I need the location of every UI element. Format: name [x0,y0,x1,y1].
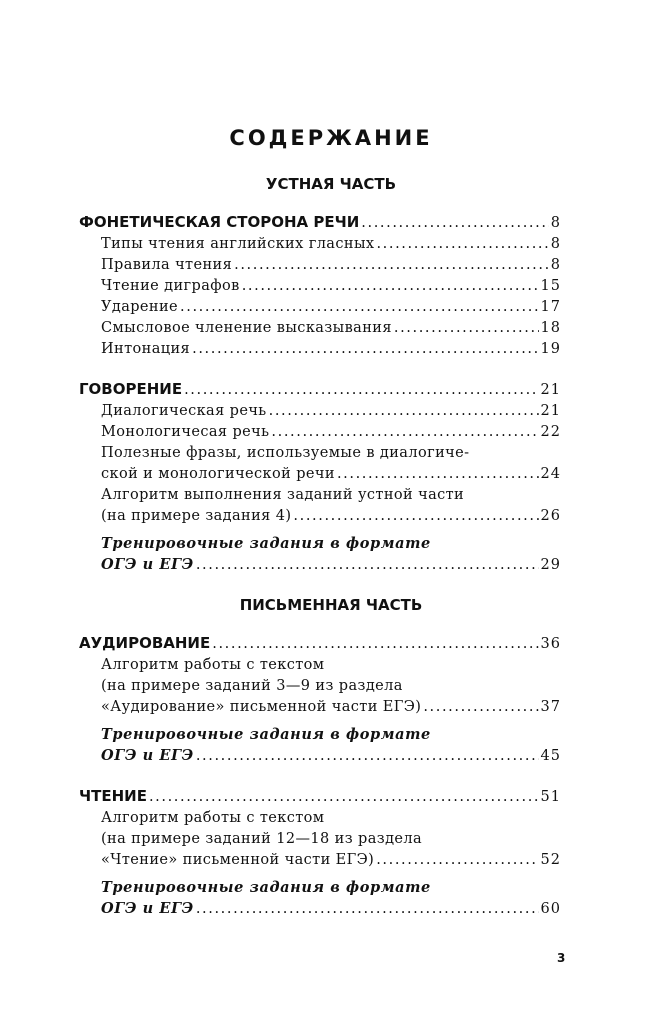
toc-page-number: 22 [540,424,561,440]
toc-entry-label: «Чтение» письменной части ЕГЭ) [101,852,375,868]
toc-entry[interactable] [101,699,561,715]
dot-leader [196,748,539,764]
toc-entry-label: ской и монологической речи [101,466,335,482]
toc-page-number: 21 [540,382,561,398]
toc-entry[interactable] [101,424,561,440]
toc-page-number: 26 [540,508,561,524]
toc-entry-label: Чтение диграфов [101,278,240,294]
toc-entry-line[interactable]: (на примере заданий 3—9 из раздела [101,678,403,694]
toc-training-entry[interactable] [101,900,561,917]
toc-section-listening[interactable] [79,634,561,652]
toc-section-reading[interactable] [79,787,561,805]
dot-leader [192,341,538,357]
toc-entry-label: ОГЭ и ЕГЭ [101,747,194,764]
toc-training-entry[interactable] [101,747,561,764]
toc-page-number: 24 [540,466,561,482]
toc-training-line[interactable]: Тренировочные задания в формате [101,726,431,743]
dot-leader [394,320,539,336]
toc-page-number: 37 [540,699,561,715]
dot-leader [196,557,539,573]
toc-entry-line[interactable]: Алгоритм работы с текстом [101,810,325,826]
page-title: СОДЕРЖАНИЕ [229,126,433,150]
toc-entry-label: (на примере задания 4) [101,508,292,524]
toc-entry[interactable] [101,257,561,273]
toc-entry-label: Диалогическая речь [101,403,267,419]
toc-entry-label: «Аудирование» письменной части ЕГЭ) [101,699,422,715]
toc-page-number: 45 [540,748,561,764]
toc-page-number: 15 [540,278,561,294]
toc-entry-line[interactable]: Алгоритм выполнения заданий устной части [101,487,465,503]
toc-entry[interactable] [101,278,561,294]
toc-page-number: 29 [540,557,561,573]
toc-entry-line[interactable]: Полезные фразы, используемые в диалогиче- [101,445,470,461]
toc-section-label: АУДИРОВАНИЕ [79,634,211,652]
toc-entry-label: Монологичесая речь [101,424,270,440]
page-number: 3 [557,951,566,965]
oral-part-heading: УСТНАЯ ЧАСТЬ [265,175,397,193]
dot-leader [376,236,548,252]
toc-entry-label: Смысловое членение высказывания [101,320,392,336]
dot-leader [212,636,538,652]
written-part-heading: ПИСЬМЕННАЯ ЧАСТЬ [239,596,423,614]
dot-leader [293,508,538,524]
toc-entry-line[interactable]: Алгоритм работы с текстом [101,657,325,673]
dot-leader [269,403,539,419]
toc-entry-label: ОГЭ и ЕГЭ [101,556,194,573]
dot-leader [423,699,538,715]
toc-entry[interactable] [101,403,561,419]
toc-page-number: 8 [550,257,561,273]
toc-entry[interactable] [101,299,561,315]
dot-leader [271,424,538,440]
toc-section-phonetics[interactable] [79,213,561,231]
dot-leader [196,901,539,917]
toc-section-speaking[interactable] [79,380,561,398]
toc-page-number: 52 [540,852,561,868]
toc-page-number: 8 [550,236,561,252]
toc-entry[interactable] [101,466,561,482]
toc-training-line[interactable]: Тренировочные задания в формате [101,535,431,552]
toc-entry-label: Правила чтения [101,257,233,273]
toc-entry[interactable] [101,320,561,336]
toc-page-number: 21 [540,403,561,419]
toc-entry-line[interactable]: (на примере заданий 12—18 из раздела [101,831,423,847]
toc-section-label: ФОНЕТИЧЕСКАЯ СТОРОНА РЕЧИ [79,213,360,231]
toc-entry[interactable] [101,508,561,524]
toc-page-number: 8 [550,215,561,231]
dot-leader [149,789,539,805]
dot-leader [361,215,548,231]
toc-section-label: ЧТЕНИЕ [79,787,147,805]
dot-leader [234,257,549,273]
toc-page-number: 19 [540,341,561,357]
toc-entry-label: Типы чтения английских гласных [101,236,375,252]
toc-page-number: 51 [540,789,561,805]
dot-leader [180,299,539,315]
toc-page-number: 36 [540,636,561,652]
toc-page-number: 60 [540,901,561,917]
dot-leader [337,466,539,482]
dot-leader [242,278,539,294]
dot-leader [184,382,538,398]
toc-section-label: ГОВОРЕНИЕ [79,380,183,398]
dot-leader [376,852,538,868]
toc-entry-label: ОГЭ и ЕГЭ [101,900,194,917]
toc-training-entry[interactable] [101,556,561,573]
toc-entry-label: Интонация [101,341,191,357]
toc-entry[interactable] [101,341,561,357]
toc-page-number: 17 [540,299,561,315]
toc-entry[interactable] [101,852,561,868]
toc-page-number: 18 [540,320,561,336]
toc-entry[interactable] [101,236,561,252]
toc-entry-label: Ударение [101,299,179,315]
toc-training-line[interactable]: Тренировочные задания в формате [101,879,431,896]
